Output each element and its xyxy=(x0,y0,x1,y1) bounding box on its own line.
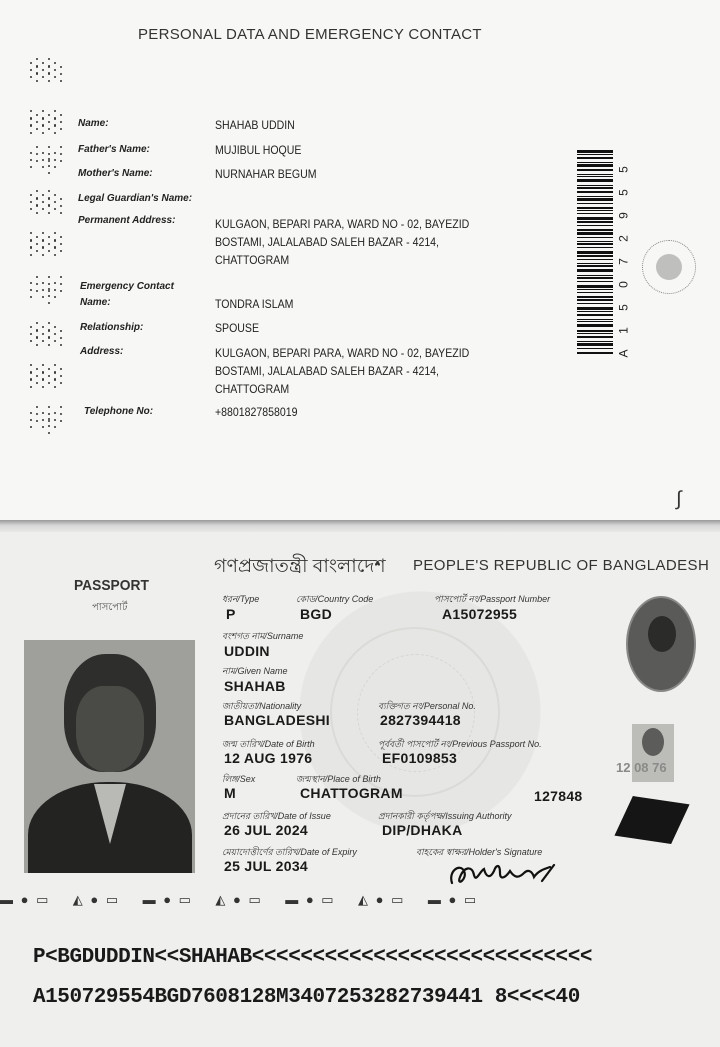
value-nationality: BANGLADESHI xyxy=(224,712,330,728)
value-emergency-address-line: CHATTOGRAM xyxy=(215,382,290,396)
value-emergency-name: TONDRA ISLAM xyxy=(215,297,294,311)
label-holder-signature: বাহকের স্বাক্ষর/Holder's Signature xyxy=(416,847,543,857)
value-passport-number: A15072955 xyxy=(442,606,518,622)
holder-signature xyxy=(446,857,558,891)
label-surname: বংশগত নাম/Surname xyxy=(222,631,304,641)
hook-mark-icon: ∫ xyxy=(676,488,682,510)
value-extra-number: 127848 xyxy=(534,788,583,804)
label-nationality: জাতীয়তা/Nationality xyxy=(222,701,302,711)
value-emergency-address-line: BOSTAMI, JALALABAD SALEH BAZAR - 4214, xyxy=(215,364,440,378)
label-place-of-birth: জন্মস্থান/Place of Birth xyxy=(296,774,381,784)
value-personal-no: 2827394418 xyxy=(380,712,461,728)
label-emergency-contact: Emergency Contact xyxy=(80,281,174,292)
label-telephone: Telephone No: xyxy=(84,406,154,417)
label-mothers-name: Mother's Name: xyxy=(78,168,153,179)
label-type: ধরন/Type xyxy=(222,594,260,604)
label-date-of-issue: প্রদানের তারিখ/Date of Issue xyxy=(222,811,331,821)
value-relationship: SPOUSE xyxy=(215,321,260,335)
label-date-of-expiry: মেয়াদোত্তীর্ণের তারিখ/Date of Expiry xyxy=(222,847,357,857)
label-given-name: নাম/Given Name xyxy=(222,666,288,676)
perforation-mark xyxy=(30,406,70,436)
perforation-mark xyxy=(30,232,70,262)
value-given-name: SHAHAB xyxy=(224,678,286,694)
holder-photo xyxy=(24,640,195,873)
value-emergency-address-line: KULGAON, BEPARI PARA, WARD NO - 02, BAYEZID xyxy=(215,346,470,360)
label-date-of-birth: জন্ম তারিখ/Date of Birth xyxy=(222,739,315,749)
ghost-date: 12 08 76 xyxy=(616,760,667,775)
mrz-line-2: A150729554BGD7608128M3407253282739441 8<<<<40 xyxy=(33,986,580,1009)
perforation-mark xyxy=(30,110,70,140)
header-english: PEOPLE'S REPUBLIC OF BANGLADESH xyxy=(413,557,710,574)
value-permanent-address-line: KULGAON, BEPARI PARA, WARD NO - 02, BAYEZID xyxy=(215,217,470,231)
label-issuing-authority: প্রদানকারী কর্তৃপক্ষ/Issuing Authority xyxy=(378,811,512,821)
label-sex: লিঙ্গ/Sex xyxy=(222,774,256,784)
value-previous-passport: EF0109853 xyxy=(382,750,458,766)
header-bengali: গণপ্রজাতন্ত্রী বাংলাদেশ xyxy=(214,556,386,577)
perforation-mark xyxy=(30,58,70,88)
perforation-mark xyxy=(30,276,70,306)
mrz-line-1: P<BGDUDDIN<<SHAHAB<<<<<<<<<<<<<<<<<<<<<<<<<<<< xyxy=(33,946,592,969)
passport-label-bengali: পাসপোর্ট xyxy=(92,602,128,613)
label-relationship: Relationship: xyxy=(80,322,144,333)
label-emergency-address: Address: xyxy=(80,346,124,357)
perforation-mark xyxy=(30,364,70,394)
value-mothers-name: NURNAHAR BEGUM xyxy=(215,167,317,181)
ghost-image xyxy=(626,596,696,692)
label-name: Name: xyxy=(78,118,109,129)
label-fathers-name: Father's Name: xyxy=(78,144,150,155)
value-surname: UDDIN xyxy=(224,643,270,659)
label-passport-number: পাসপোর্ট নং/Passport Number xyxy=(434,594,551,604)
perforation-mark xyxy=(30,190,70,220)
perforation-mark xyxy=(30,146,70,176)
label-legal-guardian: Legal Guardian's Name: xyxy=(78,193,193,204)
label-country-code: কোড/Country Code xyxy=(296,594,374,604)
value-type: P xyxy=(226,606,236,622)
passport-label: PASSPORT xyxy=(74,577,149,594)
value-date-of-birth: 12 AUG 1976 xyxy=(224,750,313,766)
security-strip: ▬ ● ▭ ◭ ● ▭ ▬ ● ▭ ◭ ● ▭ ▬ ● ▭ ◭ ● ▭ ▬ ● ▭ xyxy=(0,892,479,907)
value-telephone: +8801827858019 xyxy=(215,405,298,419)
value-permanent-address-line: CHATTOGRAM xyxy=(215,253,290,267)
passport-data-page xyxy=(0,532,720,1047)
value-issuing-authority: DIP/DHAKA xyxy=(382,822,463,838)
label-personal-no: ব্যক্তিগত নং/Personal No. xyxy=(378,701,476,711)
value-date-of-issue: 26 JUL 2024 xyxy=(224,822,308,838)
personal-data-title: PERSONAL DATA AND EMERGENCY CONTACT xyxy=(138,26,482,43)
value-place-of-birth: CHATTOGRAM xyxy=(300,785,403,801)
value-permanent-address-line: BOSTAMI, JALALABAD SALEH BAZAR - 4214, xyxy=(215,235,440,249)
value-country-code: BGD xyxy=(300,606,333,622)
seal-icon xyxy=(642,240,696,294)
barcode-number: 5 5 9 2 7 0 5 1 A xyxy=(616,166,631,358)
label-permanent-address: Permanent Address: xyxy=(78,215,176,226)
personal-data-page xyxy=(0,0,720,522)
value-fathers-name: MUJIBUL HOQUE xyxy=(215,143,302,157)
value-sex: M xyxy=(224,785,236,801)
value-name: SHAHAB UDDIN xyxy=(215,118,295,132)
label-emergency-name: Name: xyxy=(80,297,111,308)
label-previous-passport: পূর্ববর্তী পাসপোর্ট নং/Previous Passport No. xyxy=(378,739,542,749)
perforation-mark xyxy=(30,322,70,352)
barcode xyxy=(577,150,613,382)
value-date-of-expiry: 25 JUL 2034 xyxy=(224,858,308,874)
hologram-signature xyxy=(614,796,689,844)
